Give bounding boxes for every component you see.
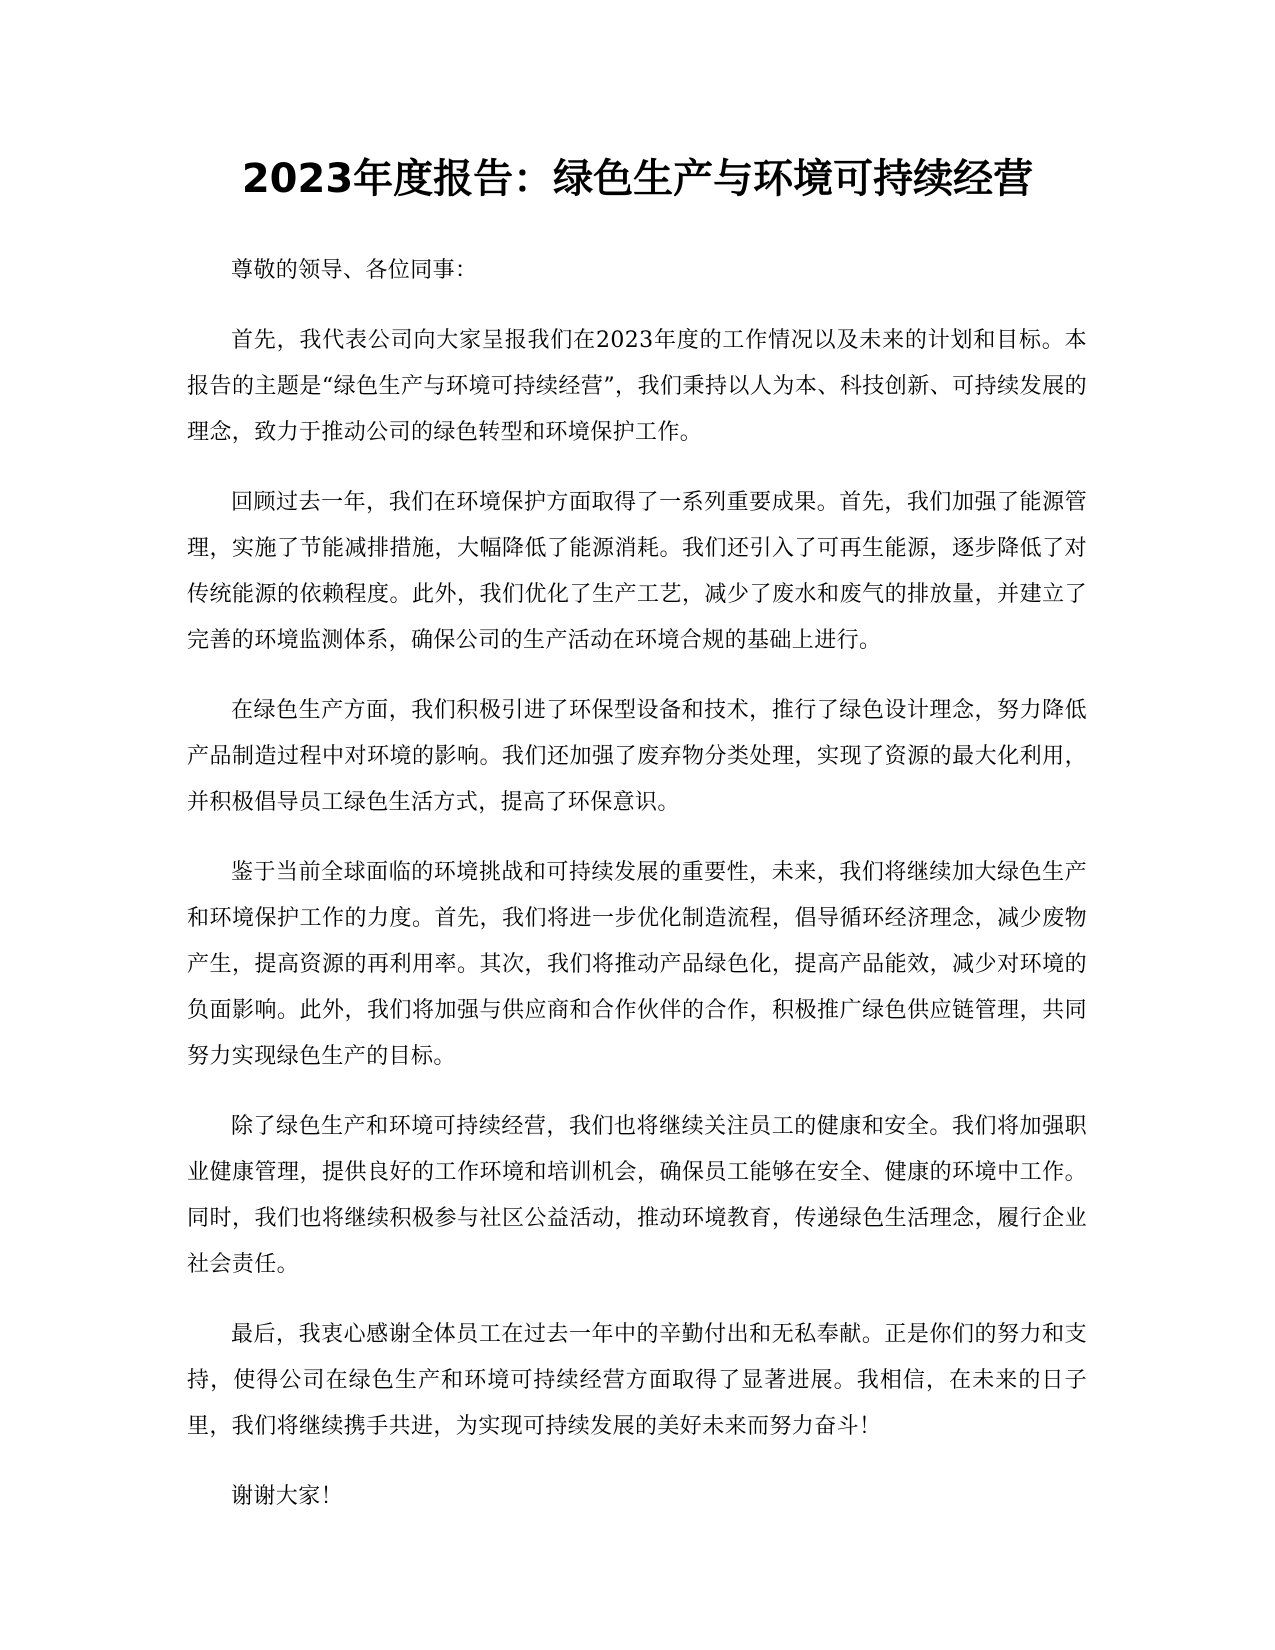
- closing: 谢谢大家！: [231, 1484, 344, 1509]
- paragraph-green-production: 在绿色生产方面，我们积极引进了环保型设备和技术，推行了绿色设计理念，努力降低产品制造过程中对环境的影响。我们还加强了废弃物分类处理，实现了资源的最大化利用，并积极倡导员工绿色生活方式，提高了环保意识。: [187, 698, 1087, 815]
- paragraph-future-plans: 鉴于当前全球面临的环境挑战和可持续发展的重要性，未来，我们将继续加大绿色生产和环境保护工作的力度。首先，我们将进一步优化制造流程，倡导循环经济理念，减少废物产生，提高资源的再利用率。其次，我们将推动产品绿色化，提高产品能效，减少对环境的负面影响。此外，我们将加强与供应商和合作伙伴的合作，积极推广绿色供应链管理，共同努力实现绿色生产的目标。: [187, 860, 1087, 1069]
- paragraph-employee-health: 除了绿色生产和环境可持续经营，我们也将继续关注员工的健康和安全。我们将加强职业健康管理，提供良好的工作环境和培训机会，确保员工能够在安全、健康的环境中工作。同时，我们也将继续积极参与社区公益活动，推动环境教育，传递绿色生活理念，履行企业社会责任。: [187, 1114, 1087, 1277]
- document-body: [187, 248, 1087, 1544]
- document-title: 2023年度报告：绿色生产与环境可持续经营: [241, 156, 1034, 202]
- paragraph-intro: 首先，我代表公司向大家呈报我们在2023年度的工作情况以及未来的计划和目标。本报告的主题是“绿色生产与环境可持续经营”，我们秉持以人为本、科技创新、可持续发展的理念，致力于推动公司的绿色转型和环境保护工作。: [187, 328, 1087, 445]
- paragraph-thanks: 最后，我衷心感谢全体员工在过去一年中的辛勤付出和无私奉献。正是你们的努力和支持，使得公司在绿色生产和环境可持续经营方面取得了显著进展。我相信，在未来的日子里，我们将继续携手共进，为实现可持续发展的美好未来而努力奋斗！: [187, 1322, 1087, 1439]
- salutation: 尊敬的领导、各位同事：: [231, 258, 478, 283]
- paragraph-review: 回顾过去一年，我们在环境保护方面取得了一系列重要成果。首先，我们加强了能源管理，实施了节能减排措施，大幅降低了能源消耗。我们还引入了可再生能源，逐步降低了对传统能源的依赖程度。此外，我们优化了生产工艺，减少了废水和废气的排放量，并建立了完善的环境监测体系，确保公司的生产活动在环境合规的基础上进行。: [187, 490, 1087, 653]
